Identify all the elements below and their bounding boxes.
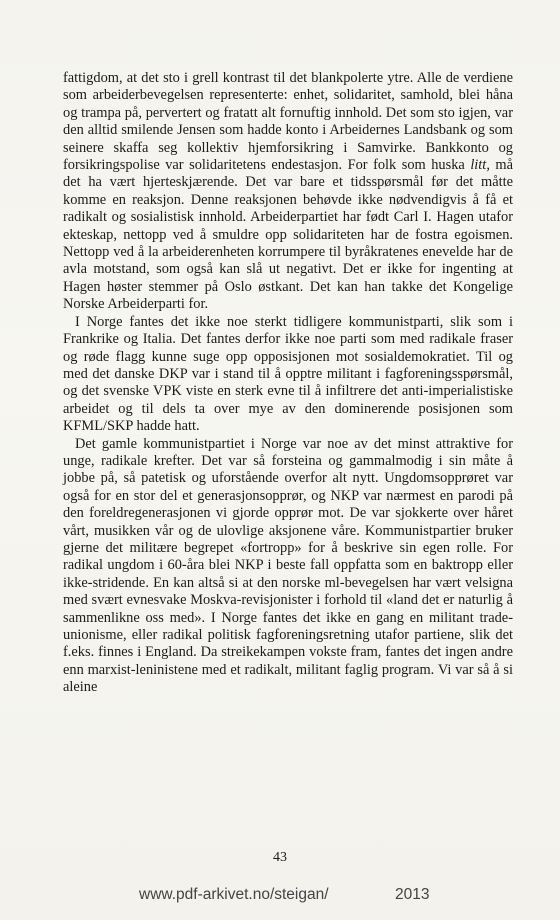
paragraph-1-text: fattigdom, at det sto i grell kontrast til det blankpolerte ytre. Alle de verdiene som arbeiderbevegelsen representerte: enhet, solidaritet, samhold, blei håna og trampa på, pervertert og fratatt alt fornuftig innhold. Det som sto igjen, var den alltid smilende Jensen som hadde konto i Arbeidernes Landsbank og som seinere skaffa seg kollektiv hjemforsikring i Samvirke. Bankkonto og forsikringspolise var solidaritetens endestasjon. For folk som huska <box>63 70 513 174</box>
body-text <box>63 70 513 697</box>
paragraph-2: I Norge fantes det ikke noe sterkt tidligere kommunistparti, slik som i Frankrike og Italia. Det fantes derfor ikke noe parti som med radikale fraser og røde flagg kunne suge opp opposisjonen mot sosialdemokratiet. Til og med det danske DKP var i stand til å opptre militant i fagforeningsspørsmål, og det svenske VPK viste en sterk evne til å infiltrere det anti-imperialistiske arbeidet og til dels ta over mye av den dominerende posisjonen som KFML/SKP hadde hatt. <box>63 313 513 435</box>
paragraph-1-text-continued: , må det ha vært hjerteskjærende. Det var bare et tidsspørsmål før det måtte komme en reaksjon. Denne reaksjonen behøvde ikke nødvendigvis å få et radikalt og sosialistisk innhold. Arbeiderpartiet har født Carl I. Hagen utafor ekteskap, nettopp ved å smuldre opp solidariteten har de fostra egoismen. Nettopp ved å la arbeiderenheten korrumpere til byråkratenes enevelde har de avla motstand, som også kan slå ut negativt. Det er ikke for ingenting at Hagen høster stemmer på Oslo østkant. Det kan han takke det Kongelige Norske Arbeiderparti for. <box>63 157 513 313</box>
paragraph-1 <box>63 70 513 314</box>
footer-url: www.pdf-arkivet.no/steigan/ <box>139 886 329 903</box>
page-number: 43 <box>273 850 287 865</box>
italic-word: litt <box>470 157 487 174</box>
footer-year: 2013 <box>395 886 430 903</box>
paragraph-3: Det gamle kommunistpartiet i Norge var noe av det minst attraktive for unge, radikale krefter. Det var så forsteina og gammalmodig i sin måte å jobbe på, så patetisk og uforstående overfor alt nytt. Ungdomsopprøret var også for en stor del et generasjonsopprør, og NKP var nærmest en parodi på den foreldregenerasjonen vi gjorde opprør mot. De var sjokkerte over håret vårt, musikken vår og de ulovlige aksjonene våre. Kommunistpartier bruker gjerne det militære begrepet «fortropp» for å beskrive sin egen rolle. For radikal ungdom i 60-åra blei NKP i beste fall oppfatta som en baktropp eller ikke-stridende. En kan altså si at den norske ml-bevegelsen har vært velsigna med svært evnesvake Moskva-revisjonister i forhold til «land det er naturlig å sammenlikne oss med». I Norge fantes det ikke en gang en militant trade-unionisme, eller radikal politisk fagforeningsretning utafor partiene, slik det f.eks. finnes i England. Da streikekampen vokste fram, fantes det ingen andre enn marxist-leninistene med et radikalt, militant faglig program. Vi var så å si aleine <box>63 435 513 696</box>
